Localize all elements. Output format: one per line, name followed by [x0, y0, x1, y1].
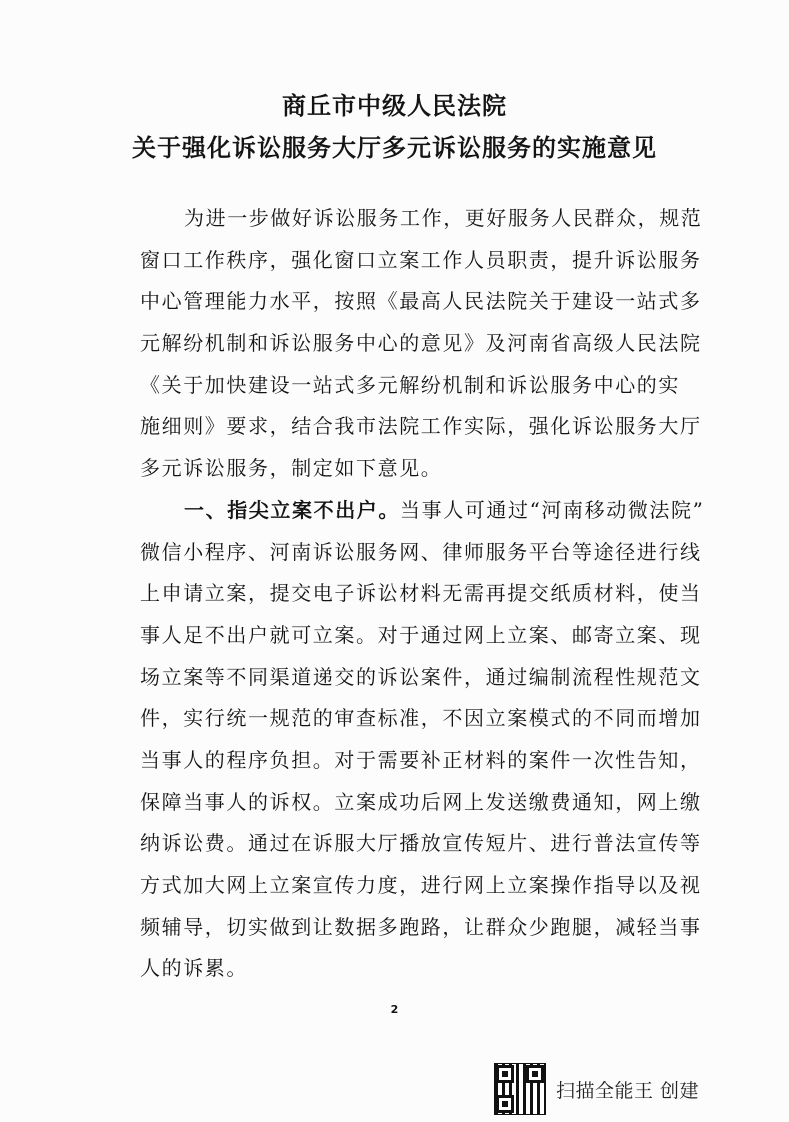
intro-line: 为进一步做好诉讼服务工作，更好服务人民群众，规范	[184, 206, 703, 230]
document-body	[140, 198, 705, 990]
section1-line: 上申请立案，提交电子诉讼材料无需再提交纸质材料，使当	[140, 581, 702, 606]
intro-line: 窗口工作秩序，强化窗口立案工作人员职责，提升诉讼服务	[140, 247, 702, 272]
page-number: 2	[390, 1003, 399, 1016]
scanner-watermark	[494, 1063, 699, 1115]
qr-code-icon	[494, 1063, 546, 1115]
intro-line: 中心管理能力水平，按照《最高人民法院关于建设一站式多	[140, 289, 702, 314]
section1-line: 保障当事人的诉权。立案成功后网上发送缴费通知，网上缴	[140, 789, 702, 814]
section1-line: 事人足不出户就可立案。对于通过网上立案、邮寄立案、现	[140, 622, 702, 647]
document-title-line1: 商丘市中级人民法院	[282, 92, 507, 120]
section1-line: 微信小程序、河南诉讼服务网、律师服务平台等途径进行线	[140, 539, 702, 564]
section1-line: 场立案等不同渠道递交的诉讼案件，通过编制流程性规范文	[140, 664, 702, 689]
section1-line: 当事人的程序负担。对于需要补正材料的案件一次性告知，	[140, 747, 702, 772]
document-title-line2: 关于强化诉讼服务大厅多元诉讼服务的实施意见	[132, 134, 657, 162]
section1-first-line	[140, 490, 705, 532]
section1-first-line-text: 当事人可通过“河南移动微法院”	[400, 497, 705, 522]
section1-line: 纳诉讼费。通过在诉服大厅播放宣传短片、进行普法宣传等	[140, 831, 702, 856]
intro-line: 多元诉讼服务，制定如下意见。	[140, 456, 443, 481]
section1-heading: 一、指尖立案不出户。	[184, 497, 400, 522]
intro-line: 《关于加快建设一站式多元解纷机制和诉讼服务中心的实	[140, 372, 680, 397]
section1-line: 件，实行统一规范的审查标准，不因立案模式的不同而增加	[140, 706, 702, 731]
scanner-label: 扫描全能王 创建	[556, 1079, 700, 1102]
section1-line: 方式加大网上立案宣传力度，进行网上立案操作指导以及视	[140, 873, 702, 897]
section1-line: 频辅导，切实做到让数据多跑路，让群众少跑腿，减轻当事	[140, 914, 702, 939]
intro-line: 元解纷机制和诉讼服务中心的意见》及河南省高级人民法院	[140, 331, 702, 356]
section1-line: 人的诉累。	[140, 956, 248, 981]
intro-line: 施细则》要求，结合我市法院工作实际，强化诉讼服务大厅	[140, 414, 702, 439]
